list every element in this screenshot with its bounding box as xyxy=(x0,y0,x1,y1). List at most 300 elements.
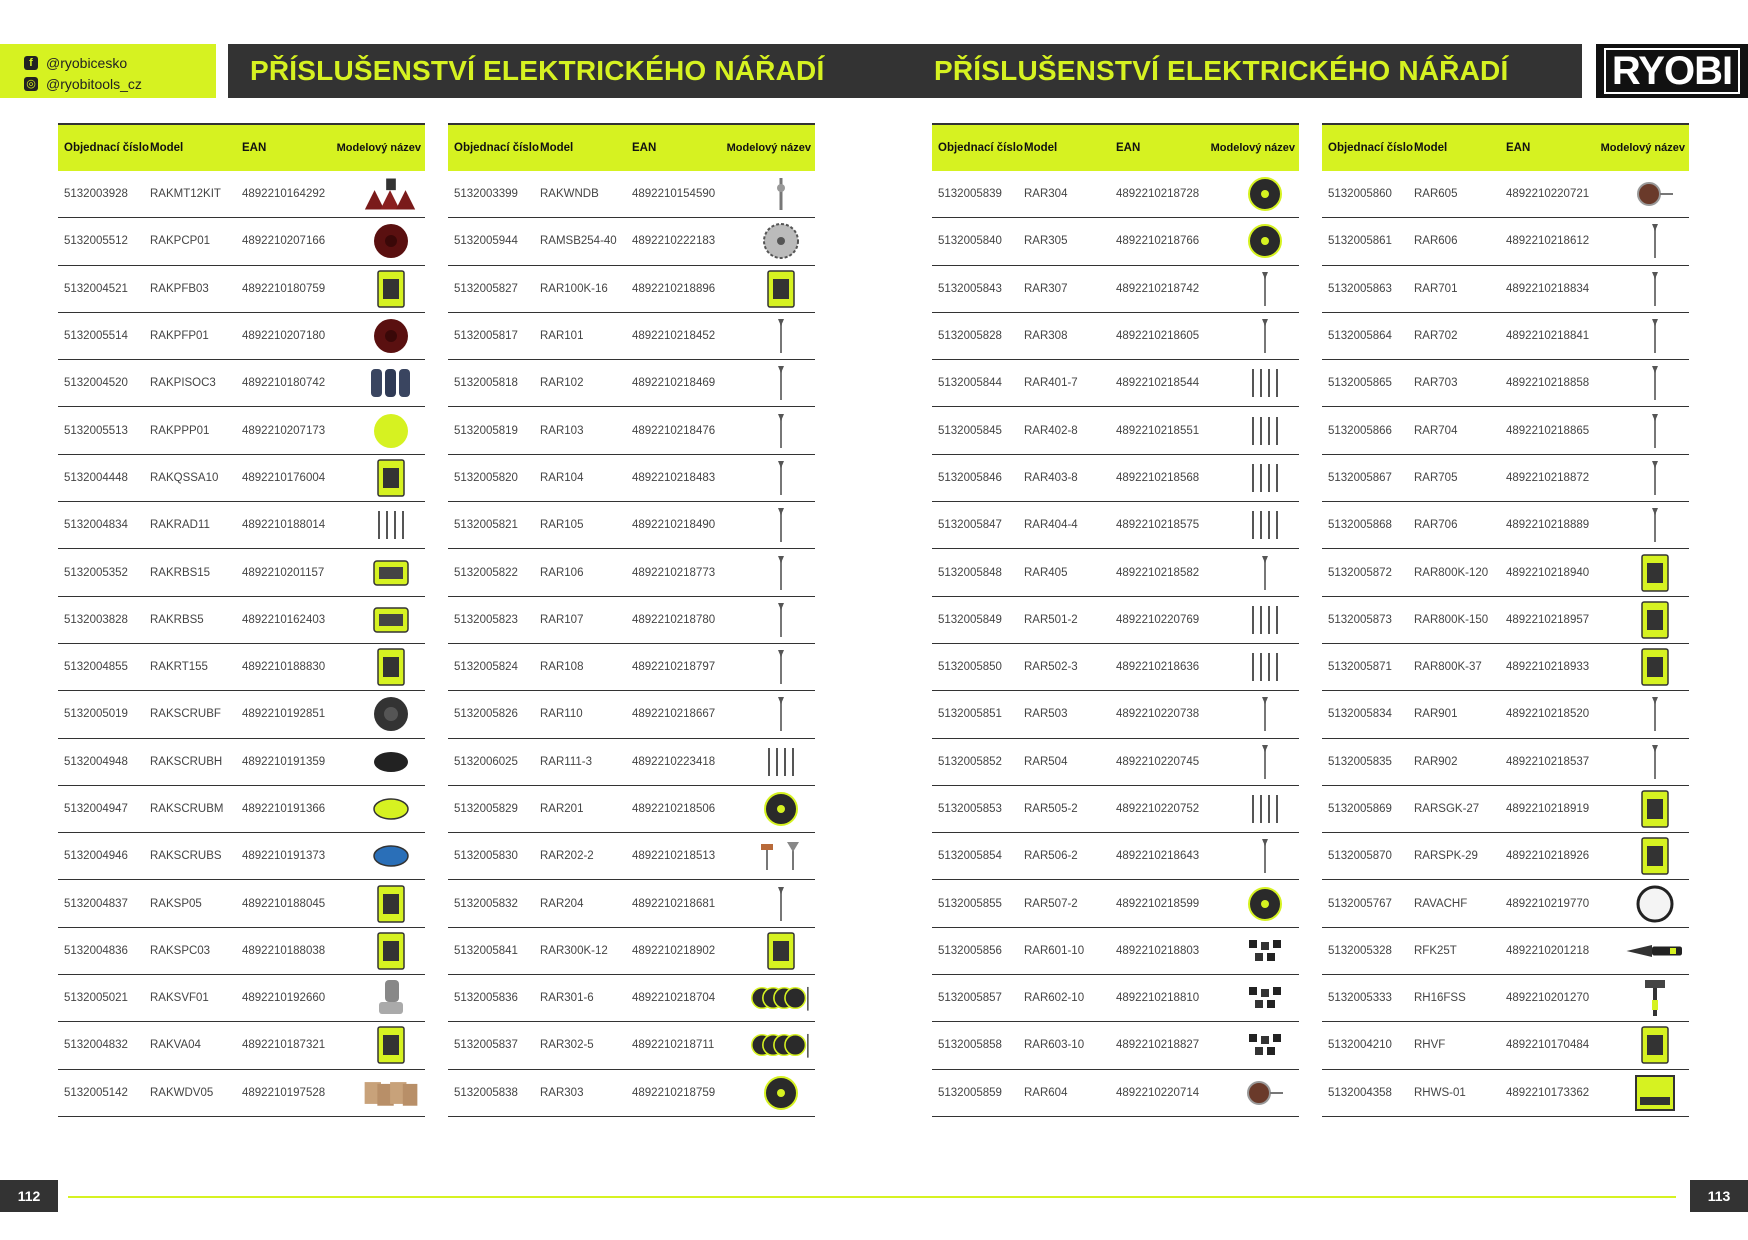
product-image xyxy=(334,458,425,498)
product-image xyxy=(724,884,815,924)
table-row xyxy=(932,218,1299,265)
product-image xyxy=(334,411,425,451)
ean-code: 4892210162403 xyxy=(242,613,326,626)
package-icon xyxy=(1625,553,1685,593)
model-code: RAKSCRUBM xyxy=(150,803,224,815)
header-model: Model xyxy=(1414,142,1448,154)
disc-icon xyxy=(1235,221,1295,261)
ean-code: 4892210201270 xyxy=(1506,992,1590,1005)
order-number: 5132005847 xyxy=(938,519,1002,532)
product-image xyxy=(1598,647,1689,687)
product-table-2 xyxy=(448,123,815,1117)
order-number: 5132005838 xyxy=(454,1086,518,1099)
product-image xyxy=(724,978,815,1018)
facebook-icon: f xyxy=(24,56,38,70)
order-number: 5132005835 xyxy=(1328,755,1392,768)
table-row xyxy=(448,360,815,407)
product-image xyxy=(1598,789,1689,829)
bit-case-icon xyxy=(361,600,421,640)
product-image xyxy=(1598,836,1689,876)
order-number: 5132005848 xyxy=(938,566,1002,579)
model-code: RAVACHF xyxy=(1414,897,1468,910)
product-image xyxy=(724,174,815,214)
table-row xyxy=(1322,644,1689,691)
order-number: 5132004520 xyxy=(64,377,128,390)
table-row xyxy=(448,644,815,691)
product-image xyxy=(1208,694,1299,734)
model-code: RAR901 xyxy=(1414,708,1458,721)
order-number: 5132005849 xyxy=(938,613,1002,626)
order-number: 5132005822 xyxy=(454,566,518,579)
bit-icon xyxy=(1235,316,1295,356)
brush-black-icon xyxy=(361,742,421,782)
model-code: RAKRBS5 xyxy=(150,613,204,626)
ean-code: 4892210170484 xyxy=(1506,1039,1590,1052)
product-image xyxy=(1208,1025,1299,1065)
order-number: 5132005861 xyxy=(1328,235,1392,248)
ean-code: 4892210218728 xyxy=(1116,188,1200,201)
drill-bit-icon xyxy=(751,174,811,214)
ean-code: 4892210207166 xyxy=(242,235,326,248)
flap-wheels-icon xyxy=(1235,978,1295,1018)
product-image xyxy=(1598,458,1689,498)
table-row xyxy=(58,786,425,833)
table-row xyxy=(58,1022,425,1069)
ean-code: 4892210218483 xyxy=(632,471,716,484)
product-image xyxy=(334,221,425,261)
order-number: 5132005871 xyxy=(1328,661,1392,674)
table-row xyxy=(932,266,1299,313)
model-code: RAR902 xyxy=(1414,755,1458,768)
table-row xyxy=(58,502,425,549)
ean-code: 4892210201218 xyxy=(1506,944,1590,957)
product-image xyxy=(1208,269,1299,309)
table-row xyxy=(448,928,815,975)
order-number: 5132005846 xyxy=(938,471,1002,484)
product-image xyxy=(334,269,425,309)
facebook-handle[interactable] xyxy=(24,52,216,73)
product-image xyxy=(1598,269,1689,309)
banner-left xyxy=(228,44,934,98)
table-row xyxy=(932,644,1299,691)
order-number: 5132005824 xyxy=(454,661,518,674)
order-number: 5132005866 xyxy=(1328,424,1392,437)
product-image xyxy=(724,931,815,971)
bits-set-icon xyxy=(1235,363,1295,403)
table-row xyxy=(58,549,425,596)
table-row xyxy=(932,880,1299,927)
model-code: RAR204 xyxy=(540,897,584,910)
model-code: RAR103 xyxy=(540,424,584,437)
order-number: 5132005845 xyxy=(938,424,1002,437)
order-number: 5132005818 xyxy=(454,377,518,390)
table-row xyxy=(1322,975,1689,1022)
hammer-icon xyxy=(1625,978,1685,1018)
bits-set-icon xyxy=(1235,505,1295,545)
table-row xyxy=(58,171,425,218)
model-code: RAR706 xyxy=(1414,519,1458,532)
order-number: 5132004448 xyxy=(64,471,128,484)
bit-icon xyxy=(1235,742,1295,782)
order-number: 5132005840 xyxy=(938,235,1002,248)
sleeves-icon xyxy=(361,363,421,403)
package-icon xyxy=(361,884,421,924)
package-icon xyxy=(1625,1025,1685,1065)
ean-code: 4892210154590 xyxy=(632,188,716,201)
order-number: 5132006025 xyxy=(454,755,518,768)
discs-set-icon xyxy=(751,978,811,1018)
ean-code: 4892210218551 xyxy=(1116,424,1200,437)
ean-code: 4892210218919 xyxy=(1506,803,1590,815)
wire-brush-icon xyxy=(1625,174,1685,214)
model-code: RAR106 xyxy=(540,566,584,579)
ean-code: 4892210218612 xyxy=(1506,235,1590,248)
ean-code: 4892210180759 xyxy=(242,282,326,295)
bit-icon xyxy=(1625,742,1685,782)
model-code: RAKQSSA10 xyxy=(150,471,219,484)
order-number: 5132005873 xyxy=(1328,613,1392,626)
model-code: RAR305 xyxy=(1024,235,1068,248)
ean-code: 4892210218896 xyxy=(632,282,716,295)
table-row xyxy=(448,313,815,360)
header-ean: EAN xyxy=(1506,142,1531,154)
page-number-right: 113 xyxy=(1690,1180,1748,1212)
product-image xyxy=(1208,742,1299,782)
order-number: 5132005767 xyxy=(1328,897,1392,910)
ean-code: 4892210222183 xyxy=(632,235,716,248)
bits-set-icon xyxy=(1235,647,1295,687)
package-icon xyxy=(1625,647,1685,687)
ean-code: 4892210218759 xyxy=(632,1086,716,1099)
table-row xyxy=(1322,786,1689,833)
table-row xyxy=(448,975,815,1022)
package-icon xyxy=(1625,789,1685,829)
bit-icon xyxy=(751,363,811,403)
model-code: RAR201 xyxy=(540,803,584,815)
table-row xyxy=(448,597,815,644)
model-code: RAR501-2 xyxy=(1024,613,1078,626)
ean-code: 4892210220714 xyxy=(1116,1086,1200,1099)
table-row xyxy=(932,360,1299,407)
model-code: RAKMT12KIT xyxy=(150,188,221,201)
model-code: RAKPISOC3 xyxy=(150,377,216,390)
table-row xyxy=(448,455,815,502)
bit-icon xyxy=(1235,694,1295,734)
order-number: 5132005829 xyxy=(454,803,518,815)
table-row xyxy=(932,691,1299,738)
order-number: 5132005858 xyxy=(938,1039,1002,1052)
product-image xyxy=(1208,505,1299,545)
order-number: 5132004832 xyxy=(64,1039,128,1052)
product-image xyxy=(1598,221,1689,261)
product-image xyxy=(1208,553,1299,593)
header-order: Objednací číslo xyxy=(1328,142,1413,154)
model-code: RAKPPP01 xyxy=(150,424,210,437)
table-row xyxy=(1322,1070,1689,1117)
product-image xyxy=(724,316,815,356)
ean-code: 4892210218476 xyxy=(632,424,716,437)
product-image xyxy=(1208,363,1299,403)
table-row xyxy=(448,833,815,880)
bit-icon xyxy=(1625,458,1685,498)
ean-code: 4892210218681 xyxy=(632,897,716,910)
bags-icon xyxy=(361,1073,421,1113)
ean-code: 4892210218520 xyxy=(1506,708,1590,721)
table-row xyxy=(1322,407,1689,454)
ean-code: 4892210218773 xyxy=(632,566,716,579)
model-code: RAR105 xyxy=(540,519,584,532)
product-image xyxy=(334,1073,425,1113)
facebook-label: @ryobicesko xyxy=(46,54,128,71)
order-number: 5132005512 xyxy=(64,235,128,248)
table-row xyxy=(58,218,425,265)
product-image xyxy=(1598,316,1689,356)
product-image xyxy=(334,884,425,924)
order-number: 5132005832 xyxy=(454,897,518,910)
bit-case-icon xyxy=(361,553,421,593)
product-image xyxy=(724,553,815,593)
order-number: 5132005019 xyxy=(64,708,128,721)
model-code: RAKSCRUBH xyxy=(150,755,223,768)
model-code: RAR402-8 xyxy=(1024,424,1078,437)
bit-icon xyxy=(751,505,811,545)
model-code: RAKPFB03 xyxy=(150,282,209,295)
product-image xyxy=(724,647,815,687)
product-image xyxy=(1208,316,1299,356)
package-icon xyxy=(361,269,421,309)
model-code: RAR601-10 xyxy=(1024,944,1085,957)
model-code: RAR606 xyxy=(1414,235,1458,248)
ean-code: 4892210191373 xyxy=(242,850,326,863)
ean-code: 4892210220721 xyxy=(1506,188,1590,201)
table-header xyxy=(448,123,815,171)
product-image xyxy=(334,836,425,876)
ean-code: 4892210218643 xyxy=(1116,850,1200,863)
product-image xyxy=(724,505,815,545)
product-image xyxy=(334,1025,425,1065)
ean-code: 4892210218605 xyxy=(1116,330,1200,343)
product-image xyxy=(724,269,815,309)
ean-code: 4892210218902 xyxy=(632,944,716,957)
model-code: RAR108 xyxy=(540,661,584,674)
product-image xyxy=(334,789,425,829)
order-number: 5132005821 xyxy=(454,519,518,532)
product-image xyxy=(1598,553,1689,593)
order-number: 5132005830 xyxy=(454,850,518,863)
table-row xyxy=(448,407,815,454)
polishing-pad-icon xyxy=(361,221,421,261)
disc-icon xyxy=(1235,174,1295,214)
bits-set-icon xyxy=(361,505,421,545)
ean-code: 4892210218568 xyxy=(1116,471,1200,484)
bit-icon xyxy=(1625,316,1685,356)
model-code: RAKSP05 xyxy=(150,897,202,910)
bit-icon xyxy=(751,411,811,451)
order-number: 5132005820 xyxy=(454,471,518,484)
flap-wheels-icon xyxy=(1235,1025,1295,1065)
order-number: 5132005823 xyxy=(454,613,518,626)
product-image xyxy=(1208,221,1299,261)
order-number: 5132005867 xyxy=(1328,471,1392,484)
model-code: RAR702 xyxy=(1414,330,1458,343)
ean-code: 4892210218889 xyxy=(1506,519,1590,532)
table-row xyxy=(1322,502,1689,549)
model-code: RAR302-5 xyxy=(540,1039,594,1052)
table-row xyxy=(58,266,425,313)
bit-icon xyxy=(1625,411,1685,451)
header-ean: EAN xyxy=(242,142,267,154)
ean-code: 4892210218957 xyxy=(1506,613,1590,626)
order-number: 5132005021 xyxy=(64,992,128,1005)
product-image xyxy=(1598,600,1689,640)
bits-set-icon xyxy=(1235,458,1295,498)
order-number: 5132005854 xyxy=(938,850,1002,863)
order-number: 5132004836 xyxy=(64,944,128,957)
package-icon xyxy=(1625,836,1685,876)
ean-code: 4892210188830 xyxy=(242,661,326,674)
header-model: Model xyxy=(150,142,184,154)
table-row xyxy=(932,1070,1299,1117)
disc-icon xyxy=(751,1073,811,1113)
brush-blue-icon xyxy=(361,836,421,876)
order-number: 5132005514 xyxy=(64,330,128,343)
bit-icon xyxy=(1235,553,1295,593)
order-number: 5132005841 xyxy=(454,944,518,957)
product-image xyxy=(1598,411,1689,451)
table-row xyxy=(1322,928,1689,975)
model-code: RFK25T xyxy=(1414,944,1457,957)
instagram-handle[interactable] xyxy=(24,73,216,94)
table-row xyxy=(58,313,425,360)
table-row xyxy=(932,313,1299,360)
ean-code: 4892210218575 xyxy=(1116,519,1200,532)
ean-code: 4892210207180 xyxy=(242,330,326,343)
model-code: RAR303 xyxy=(540,1086,584,1099)
instagram-label: @ryobitools_cz xyxy=(46,75,142,92)
table-row xyxy=(448,739,815,786)
bit-icon xyxy=(1625,221,1685,261)
ean-code: 4892210219770 xyxy=(1506,897,1590,910)
table-row xyxy=(1322,218,1689,265)
ean-code: 4892210218582 xyxy=(1116,566,1200,579)
ean-code: 4892210223418 xyxy=(632,755,716,768)
ean-code: 4892210218506 xyxy=(632,803,716,815)
banner-right xyxy=(934,44,1582,98)
ean-code: 4892210192660 xyxy=(242,992,326,1005)
wire-brush-icon xyxy=(1235,1073,1295,1113)
page-title-right: PŘÍSLUŠENSTVÍ ELEKTRICKÉHO NÁŘADÍ xyxy=(934,55,1509,86)
order-number: 5132005333 xyxy=(1328,992,1392,1005)
table-row xyxy=(58,739,425,786)
order-number: 5132005856 xyxy=(938,944,1002,957)
order-number: 5132004855 xyxy=(64,661,128,674)
model-code: RAR104 xyxy=(540,471,584,484)
table-row xyxy=(448,171,815,218)
product-table-4 xyxy=(1322,123,1689,1117)
ean-code: 4892210218841 xyxy=(1506,330,1590,343)
product-image xyxy=(1598,884,1689,924)
package-icon xyxy=(1625,600,1685,640)
model-code: RAKSVF01 xyxy=(150,992,209,1005)
table-row xyxy=(58,360,425,407)
bit-icon xyxy=(751,316,811,356)
order-number: 5132005851 xyxy=(938,708,1002,721)
model-code: RAKSCRUBF xyxy=(150,708,221,721)
order-number: 5132004358 xyxy=(1328,1086,1392,1099)
order-number: 5132005865 xyxy=(1328,377,1392,390)
foam-pad-icon xyxy=(361,411,421,451)
ean-code: 4892210188045 xyxy=(242,897,326,910)
sanding-triangles-icon xyxy=(361,174,421,214)
table-row xyxy=(448,266,815,313)
header-model: Model xyxy=(1024,142,1058,154)
ean-code: 4892210192851 xyxy=(242,708,326,721)
ean-code: 4892210218704 xyxy=(632,992,716,1005)
package-icon xyxy=(361,1025,421,1065)
table-row xyxy=(1322,313,1689,360)
model-code: RAKVA04 xyxy=(150,1039,201,1052)
header-ean: EAN xyxy=(632,142,657,154)
product-image xyxy=(724,694,815,734)
order-number: 5132005827 xyxy=(454,282,518,295)
page-title-left: PŘÍSLUŠENSTVÍ ELEKTRICKÉHO NÁŘADÍ xyxy=(250,55,825,86)
ean-code: 4892210218926 xyxy=(1506,850,1590,863)
product-image xyxy=(334,174,425,214)
product-image xyxy=(1598,174,1689,214)
order-number: 5132005352 xyxy=(64,566,128,579)
order-number: 5132005863 xyxy=(1328,282,1392,295)
ean-code: 4892210218940 xyxy=(1506,566,1590,579)
header-order: Objednací číslo xyxy=(454,142,539,154)
product-image xyxy=(334,363,425,403)
table-row xyxy=(1322,880,1689,927)
brush-yellow-icon xyxy=(361,789,421,829)
instagram-icon: ◎ xyxy=(24,77,38,91)
table-row xyxy=(932,1022,1299,1069)
order-number: 5132005839 xyxy=(938,188,1002,201)
model-code: RAKRBS15 xyxy=(150,566,211,579)
ean-code: 4892210218865 xyxy=(1506,424,1590,437)
order-number: 5132005836 xyxy=(454,992,518,1005)
table-row xyxy=(58,975,425,1022)
order-number: 5132003828 xyxy=(64,613,128,626)
ean-code: 4892210188038 xyxy=(242,944,326,957)
table-row xyxy=(932,928,1299,975)
table-row xyxy=(932,549,1299,596)
model-code: RAR506-2 xyxy=(1024,850,1078,863)
order-number: 5132004834 xyxy=(64,519,128,532)
bits-set-icon xyxy=(1235,411,1295,451)
ean-code: 4892210191366 xyxy=(242,803,326,815)
order-number: 5132003399 xyxy=(454,188,518,201)
table-row xyxy=(1322,833,1689,880)
order-number: 5132005819 xyxy=(454,424,518,437)
table-row xyxy=(1322,360,1689,407)
model-code: RARSGK-27 xyxy=(1414,803,1480,815)
model-code: RAR800K-120 xyxy=(1414,566,1489,579)
product-image xyxy=(334,742,425,782)
order-number: 5132004210 xyxy=(1328,1039,1392,1052)
knife-icon xyxy=(1625,931,1685,971)
product-image xyxy=(1208,931,1299,971)
table-row xyxy=(1322,549,1689,596)
model-code: RAR107 xyxy=(540,613,584,626)
order-number: 5132004837 xyxy=(64,897,128,910)
order-number: 5132005868 xyxy=(1328,519,1392,532)
product-image xyxy=(1208,411,1299,451)
table-row xyxy=(58,833,425,880)
package-icon xyxy=(361,647,421,687)
